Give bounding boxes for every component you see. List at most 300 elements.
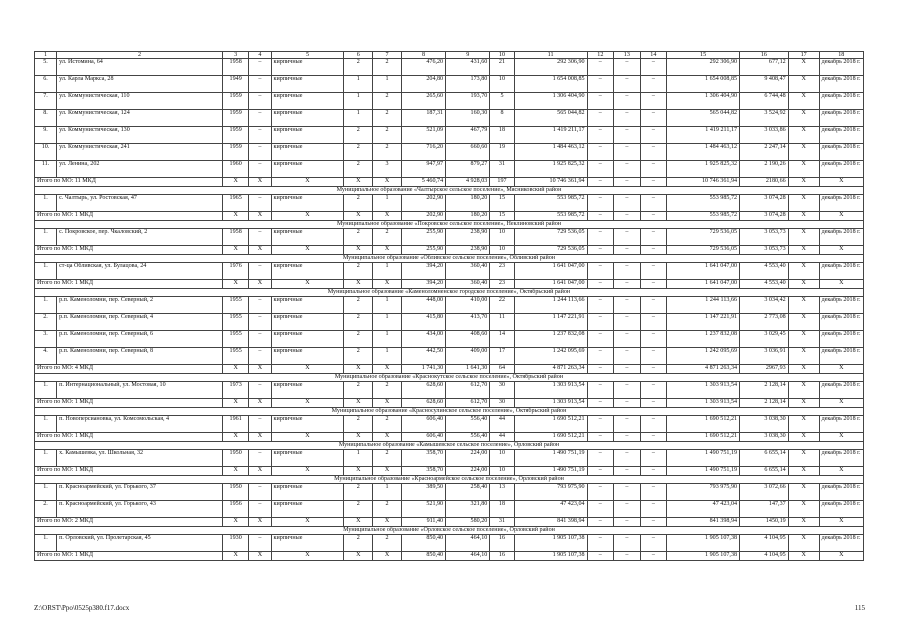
municipality-section-row <box>35 289 864 297</box>
table-cell: – <box>587 416 614 433</box>
table-cell: – <box>640 484 667 501</box>
municipality-total-row <box>35 552 864 561</box>
total-cell: 358,70 <box>401 467 445 476</box>
table-cell: 3 033,86 <box>740 127 789 144</box>
total-cell: 16 <box>490 552 514 561</box>
total-cell: 1 303 913,54 <box>514 399 587 408</box>
total-cell: X <box>373 518 402 527</box>
table-cell: декабрь 2018 г. <box>819 535 863 552</box>
building-address-cell: п. Орловский, ул. Пролетарская, 45 <box>57 535 223 552</box>
table-cell: 1959 <box>222 144 249 161</box>
table-cell: 793 975,90 <box>667 484 740 501</box>
building-row <box>35 416 864 433</box>
table-cell: 1. <box>35 382 57 399</box>
table-cell: декабрь 2018 г. <box>819 263 863 280</box>
table-cell: 1 419 211,17 <box>667 127 740 144</box>
table-cell: 10 <box>490 229 514 246</box>
table-cell: – <box>249 535 271 552</box>
table-cell: 2. <box>35 314 57 331</box>
table-cell: 16 <box>490 535 514 552</box>
table-cell: 1 303 913,54 <box>514 382 587 399</box>
total-cell: 841 398,94 <box>514 518 587 527</box>
table-cell: 8 <box>490 110 514 127</box>
total-cell: X <box>344 399 373 408</box>
total-cell: – <box>614 518 641 527</box>
table-cell: 18 <box>490 127 514 144</box>
total-cell: X <box>344 467 373 476</box>
total-cell: 850,40 <box>401 552 445 561</box>
table-cell: 1950 <box>222 450 249 467</box>
table-cell: 410,00 <box>446 297 490 314</box>
building-address-cell: ул. Ленина, 202 <box>57 161 223 178</box>
table-cell: 2 <box>344 331 373 348</box>
table-cell: декабрь 2018 г. <box>819 297 863 314</box>
table-cell: кирпичные <box>271 76 344 93</box>
table-cell: 3 072,66 <box>740 484 789 501</box>
table-cell: X <box>788 144 819 161</box>
total-cell: 1 641,30 <box>446 365 490 374</box>
building-address-cell: ул. Карла Маркса, 28 <box>57 76 223 93</box>
total-cell: 10 <box>490 467 514 476</box>
column-number-row <box>35 52 864 59</box>
table-cell: 30 <box>490 382 514 399</box>
total-cell: – <box>614 246 641 255</box>
table-cell: 553 985,72 <box>667 195 740 212</box>
table-cell: 1 306 404,90 <box>514 93 587 110</box>
table-cell: декабрь 2018 г. <box>819 450 863 467</box>
total-cell: 2967,93 <box>740 365 789 374</box>
total-cell: 606,40 <box>401 433 445 442</box>
total-cell: X <box>271 246 344 255</box>
total-cell: X <box>222 178 249 187</box>
table-cell: 147,37 <box>740 501 789 518</box>
table-cell: 1955 <box>222 297 249 314</box>
building-address-cell: ул. Истомина, 64 <box>57 59 223 76</box>
building-row <box>35 76 864 93</box>
total-cell: – <box>640 433 667 442</box>
table-cell: 1. <box>35 484 57 501</box>
table-cell: – <box>614 110 641 127</box>
table-cell: 2 <box>344 382 373 399</box>
table-cell: – <box>587 161 614 178</box>
total-cell: 1 905 107,38 <box>667 552 740 561</box>
table-cell: 729 536,05 <box>514 229 587 246</box>
total-cell: 4 928,03 <box>446 178 490 187</box>
table-cell: 521,90 <box>401 501 445 518</box>
table-cell: 1959 <box>222 93 249 110</box>
table-cell: 1958 <box>222 229 249 246</box>
table-cell: – <box>249 76 271 93</box>
total-cell: X <box>819 433 863 442</box>
table-cell: кирпичные <box>271 93 344 110</box>
table-cell: 1956 <box>222 501 249 518</box>
table-cell: 467,79 <box>446 127 490 144</box>
building-row <box>35 382 864 399</box>
table-cell: 612,70 <box>446 382 490 399</box>
table-cell: 8. <box>35 110 57 127</box>
total-cell: X <box>249 399 271 408</box>
total-cell: – <box>614 178 641 187</box>
municipality-section-row <box>35 442 864 450</box>
table-cell: – <box>587 76 614 93</box>
municipality-total-row <box>35 365 864 374</box>
table-cell: 1 <box>344 450 373 467</box>
total-cell: 202,90 <box>401 212 445 221</box>
table-cell: – <box>587 229 614 246</box>
table-cell: 6 655,14 <box>740 450 789 467</box>
table-cell: X <box>788 297 819 314</box>
building-address-cell: х. Камышевка, ул. Школьная, 32 <box>57 450 223 467</box>
table-cell: 3 074,28 <box>740 195 789 212</box>
total-cell: 6 655,14 <box>740 467 789 476</box>
table-cell: X <box>788 314 819 331</box>
table-cell: 19 <box>490 144 514 161</box>
table-cell: 1 <box>344 76 373 93</box>
table-cell: – <box>587 501 614 518</box>
total-cell: 1 641 047,00 <box>514 280 587 289</box>
table-cell: – <box>614 348 641 365</box>
total-label: Итого по МО: 1 МКД <box>35 433 223 442</box>
table-cell: 2 <box>344 535 373 552</box>
table-cell: – <box>614 76 641 93</box>
total-cell: – <box>640 246 667 255</box>
table-cell: 1 484 463,12 <box>514 144 587 161</box>
housing-repair-table <box>34 51 864 561</box>
building-row <box>35 144 864 161</box>
table-cell: 1960 <box>222 161 249 178</box>
total-cell: X <box>222 433 249 442</box>
table-cell: – <box>249 59 271 76</box>
table-cell: 10. <box>35 144 57 161</box>
total-cell: X <box>344 552 373 561</box>
table-cell: 2 <box>373 127 402 144</box>
total-cell: X <box>344 212 373 221</box>
table-cell: 11. <box>35 161 57 178</box>
table-cell: 1 147 221,91 <box>667 314 740 331</box>
total-cell: 197 <box>490 178 514 187</box>
total-cell: – <box>614 212 641 221</box>
table-cell: декабрь 2018 г. <box>819 331 863 348</box>
table-cell: – <box>614 314 641 331</box>
table-cell: 1 <box>373 297 402 314</box>
table-cell: 408,60 <box>446 331 490 348</box>
table-cell: – <box>587 484 614 501</box>
total-cell: 3 074,28 <box>740 212 789 221</box>
total-cell: X <box>788 552 819 561</box>
table-cell: – <box>587 348 614 365</box>
municipality-total-row <box>35 399 864 408</box>
table-cell: – <box>614 450 641 467</box>
total-cell: 1450,19 <box>740 518 789 527</box>
total-cell: 1 641 047,00 <box>667 280 740 289</box>
table-cell: X <box>788 535 819 552</box>
table-cell: 1. <box>35 416 57 433</box>
total-cell: X <box>788 518 819 527</box>
table-cell: 729 536,05 <box>667 229 740 246</box>
table-cell: 3 029,45 <box>740 331 789 348</box>
table-cell: 879,27 <box>446 161 490 178</box>
building-row <box>35 93 864 110</box>
table-cell: кирпичные <box>271 297 344 314</box>
table-cell: 1 147 221,91 <box>514 314 587 331</box>
total-cell: X <box>788 467 819 476</box>
table-cell: – <box>587 263 614 280</box>
table-cell: кирпичные <box>271 110 344 127</box>
total-cell: 612,70 <box>446 399 490 408</box>
total-cell: 4 104,95 <box>740 552 789 561</box>
table-cell: 1 641 047,00 <box>667 263 740 280</box>
column-number-cell: 13 <box>614 52 641 59</box>
total-cell: X <box>344 433 373 442</box>
table-cell: 1959 <box>222 127 249 144</box>
table-cell: 173,80 <box>446 76 490 93</box>
table-cell: 47 423,04 <box>514 501 587 518</box>
building-row <box>35 348 864 365</box>
table-cell: 1. <box>35 450 57 467</box>
total-cell: 556,40 <box>446 433 490 442</box>
table-cell: 1 690 512,21 <box>667 416 740 433</box>
total-cell: X <box>788 365 819 374</box>
table-cell: – <box>249 127 271 144</box>
total-cell: X <box>819 399 863 408</box>
total-cell: X <box>271 433 344 442</box>
total-cell: X <box>788 212 819 221</box>
table-cell: 5 <box>490 93 514 110</box>
table-cell: – <box>614 501 641 518</box>
table-cell: 1 905 107,38 <box>667 535 740 552</box>
total-cell: 4 553,40 <box>740 280 789 289</box>
building-row <box>35 195 864 212</box>
table-cell: 1 237 832,08 <box>514 331 587 348</box>
total-cell: – <box>640 212 667 221</box>
municipality-section-title: Муниципальное образование «Краснокутское сельское поселение», Октябрьский район <box>35 374 864 382</box>
total-cell: 1 741,30 <box>401 365 445 374</box>
total-cell: X <box>249 212 271 221</box>
column-number-cell: 3 <box>222 52 249 59</box>
table-cell: 3 034,42 <box>740 297 789 314</box>
building-address-cell: ст-ца Обливская, ул. Булацова, 24 <box>57 263 223 280</box>
table-cell: 2 <box>344 314 373 331</box>
total-cell: 1 490 751,19 <box>667 467 740 476</box>
building-row <box>35 450 864 467</box>
building-row <box>35 501 864 518</box>
table-cell: – <box>249 314 271 331</box>
total-cell: X <box>788 433 819 442</box>
total-cell: X <box>222 467 249 476</box>
table-cell: – <box>614 263 641 280</box>
table-cell: – <box>614 535 641 552</box>
total-cell: 4 871 263,34 <box>667 365 740 374</box>
table-cell: 2 <box>344 195 373 212</box>
table-cell: 1 237 832,08 <box>667 331 740 348</box>
table-cell: 1 <box>373 263 402 280</box>
total-cell: – <box>587 246 614 255</box>
total-label: Итого по МО: 1 МКД <box>35 399 223 408</box>
total-cell: 911,40 <box>401 518 445 527</box>
municipality-section-title: Муниципальное образование «Чалтырское сельское поселение», Мясниковский район <box>35 187 864 195</box>
column-number-cell: 6 <box>344 52 373 59</box>
table-cell: 1 490 751,19 <box>667 450 740 467</box>
table-cell: 476,20 <box>401 59 445 76</box>
table-cell: – <box>249 348 271 365</box>
table-cell: – <box>640 93 667 110</box>
table-cell: – <box>640 416 667 433</box>
table-cell: – <box>614 161 641 178</box>
total-label: Итого по МО: 1 МКД <box>35 280 223 289</box>
table-cell: – <box>587 297 614 314</box>
total-cell: 1 490 751,19 <box>514 467 587 476</box>
municipality-section-row <box>35 187 864 195</box>
table-cell: – <box>614 331 641 348</box>
table-cell: декабрь 2018 г. <box>819 127 863 144</box>
total-cell: 464,10 <box>446 552 490 561</box>
table-cell: 3 036,91 <box>740 348 789 365</box>
total-cell: – <box>587 399 614 408</box>
municipality-total-row <box>35 467 864 476</box>
table-cell: 448,00 <box>401 297 445 314</box>
table-cell: 17 <box>490 348 514 365</box>
table-cell: 1 242 095,69 <box>667 348 740 365</box>
table-cell: – <box>587 144 614 161</box>
table-cell: 1 <box>373 348 402 365</box>
table-cell: 2 <box>344 348 373 365</box>
table-cell: 565 044,82 <box>667 110 740 127</box>
total-cell: X <box>344 365 373 374</box>
total-cell: X <box>271 178 344 187</box>
table-cell: 1955 <box>222 314 249 331</box>
total-label: Итого по МО: 11 МКД <box>35 178 223 187</box>
building-row <box>35 314 864 331</box>
table-cell: 204,80 <box>401 76 445 93</box>
table-cell: 409,00 <box>446 348 490 365</box>
table-cell: 2 <box>373 110 402 127</box>
table-cell: 1. <box>35 297 57 314</box>
table-cell: – <box>587 195 614 212</box>
table-cell: 2 <box>373 501 402 518</box>
table-cell: кирпичные <box>271 331 344 348</box>
table-cell: 21 <box>490 59 514 76</box>
table-cell: 187,31 <box>401 110 445 127</box>
table-cell: 202,90 <box>401 195 445 212</box>
table-cell: 1955 <box>222 348 249 365</box>
total-cell: X <box>819 280 863 289</box>
total-cell: X <box>373 246 402 255</box>
table-cell: – <box>640 144 667 161</box>
total-cell: 23 <box>490 280 514 289</box>
total-cell: X <box>249 280 271 289</box>
total-cell: – <box>587 433 614 442</box>
total-cell: X <box>373 365 402 374</box>
table-cell: декабрь 2018 г. <box>819 501 863 518</box>
table-cell: 1 303 913,54 <box>667 382 740 399</box>
table-cell: 1 925 825,32 <box>667 161 740 178</box>
total-cell: 841 398,94 <box>667 518 740 527</box>
table-cell: 2 247,14 <box>740 144 789 161</box>
total-cell: X <box>271 212 344 221</box>
total-cell: 15 <box>490 212 514 221</box>
total-cell: X <box>373 433 402 442</box>
table-cell: 1 <box>344 93 373 110</box>
table-cell: – <box>640 195 667 212</box>
table-cell: 2 <box>373 382 402 399</box>
table-cell: 1 <box>373 314 402 331</box>
total-cell: – <box>640 467 667 476</box>
table-cell: кирпичные <box>271 59 344 76</box>
column-number-cell: 18 <box>819 52 863 59</box>
table-cell: 4. <box>35 348 57 365</box>
total-cell: – <box>640 178 667 187</box>
table-cell: 3 <box>373 161 402 178</box>
total-cell: – <box>640 399 667 408</box>
table-cell: кирпичные <box>271 161 344 178</box>
table-cell: 1 242 095,69 <box>514 348 587 365</box>
table-cell: X <box>788 501 819 518</box>
table-cell: декабрь 2018 г. <box>819 195 863 212</box>
table-cell: – <box>249 229 271 246</box>
table-cell: 628,60 <box>401 382 445 399</box>
total-cell: – <box>640 365 667 374</box>
total-cell: – <box>614 433 641 442</box>
total-cell: X <box>373 399 402 408</box>
total-cell: X <box>819 552 863 561</box>
table-cell: X <box>788 263 819 280</box>
total-cell: X <box>222 552 249 561</box>
table-cell: 23 <box>490 263 514 280</box>
total-cell: – <box>587 212 614 221</box>
total-label: Итого по МО: 1 МКД <box>35 246 223 255</box>
building-address-cell: р.п. Каменоломни, пер. Северный, 4 <box>57 314 223 331</box>
total-cell: – <box>614 552 641 561</box>
table-cell: 31 <box>490 161 514 178</box>
table-cell: 10 <box>490 450 514 467</box>
total-cell: 580,20 <box>446 518 490 527</box>
table-cell: 415,80 <box>401 314 445 331</box>
table-cell: 2 <box>344 127 373 144</box>
table-cell: – <box>614 144 641 161</box>
table-cell: 255,90 <box>401 229 445 246</box>
table-cell: 3. <box>35 331 57 348</box>
table-cell: 1 <box>373 76 402 93</box>
table-cell: X <box>788 484 819 501</box>
table-cell: 6. <box>35 76 57 93</box>
total-cell: – <box>587 518 614 527</box>
table-cell: – <box>249 484 271 501</box>
total-cell: X <box>788 178 819 187</box>
municipality-section-title: Муниципальное образование «Камышевское сельское поселение», Орловский район <box>35 442 864 450</box>
table-cell: 3 524,92 <box>740 110 789 127</box>
table-cell: 1958 <box>222 59 249 76</box>
table-cell: 1 490 751,19 <box>514 450 587 467</box>
building-row <box>35 535 864 552</box>
total-cell: X <box>222 212 249 221</box>
table-cell: – <box>640 110 667 127</box>
municipality-total-row <box>35 246 864 255</box>
table-cell: 7. <box>35 93 57 110</box>
table-cell: 2 <box>373 59 402 76</box>
table-cell: 47 423,04 <box>667 501 740 518</box>
table-cell: 2 <box>373 229 402 246</box>
table-cell: 2 <box>344 263 373 280</box>
total-cell: 729 536,05 <box>514 246 587 255</box>
table-cell: – <box>614 416 641 433</box>
table-cell: – <box>614 484 641 501</box>
total-label: Итого по МО: 2 МКД <box>35 518 223 527</box>
table-cell: 22 <box>490 297 514 314</box>
table-cell: – <box>640 501 667 518</box>
table-cell: X <box>788 127 819 144</box>
table-cell: – <box>249 144 271 161</box>
total-cell: 4 871 263,34 <box>514 365 587 374</box>
